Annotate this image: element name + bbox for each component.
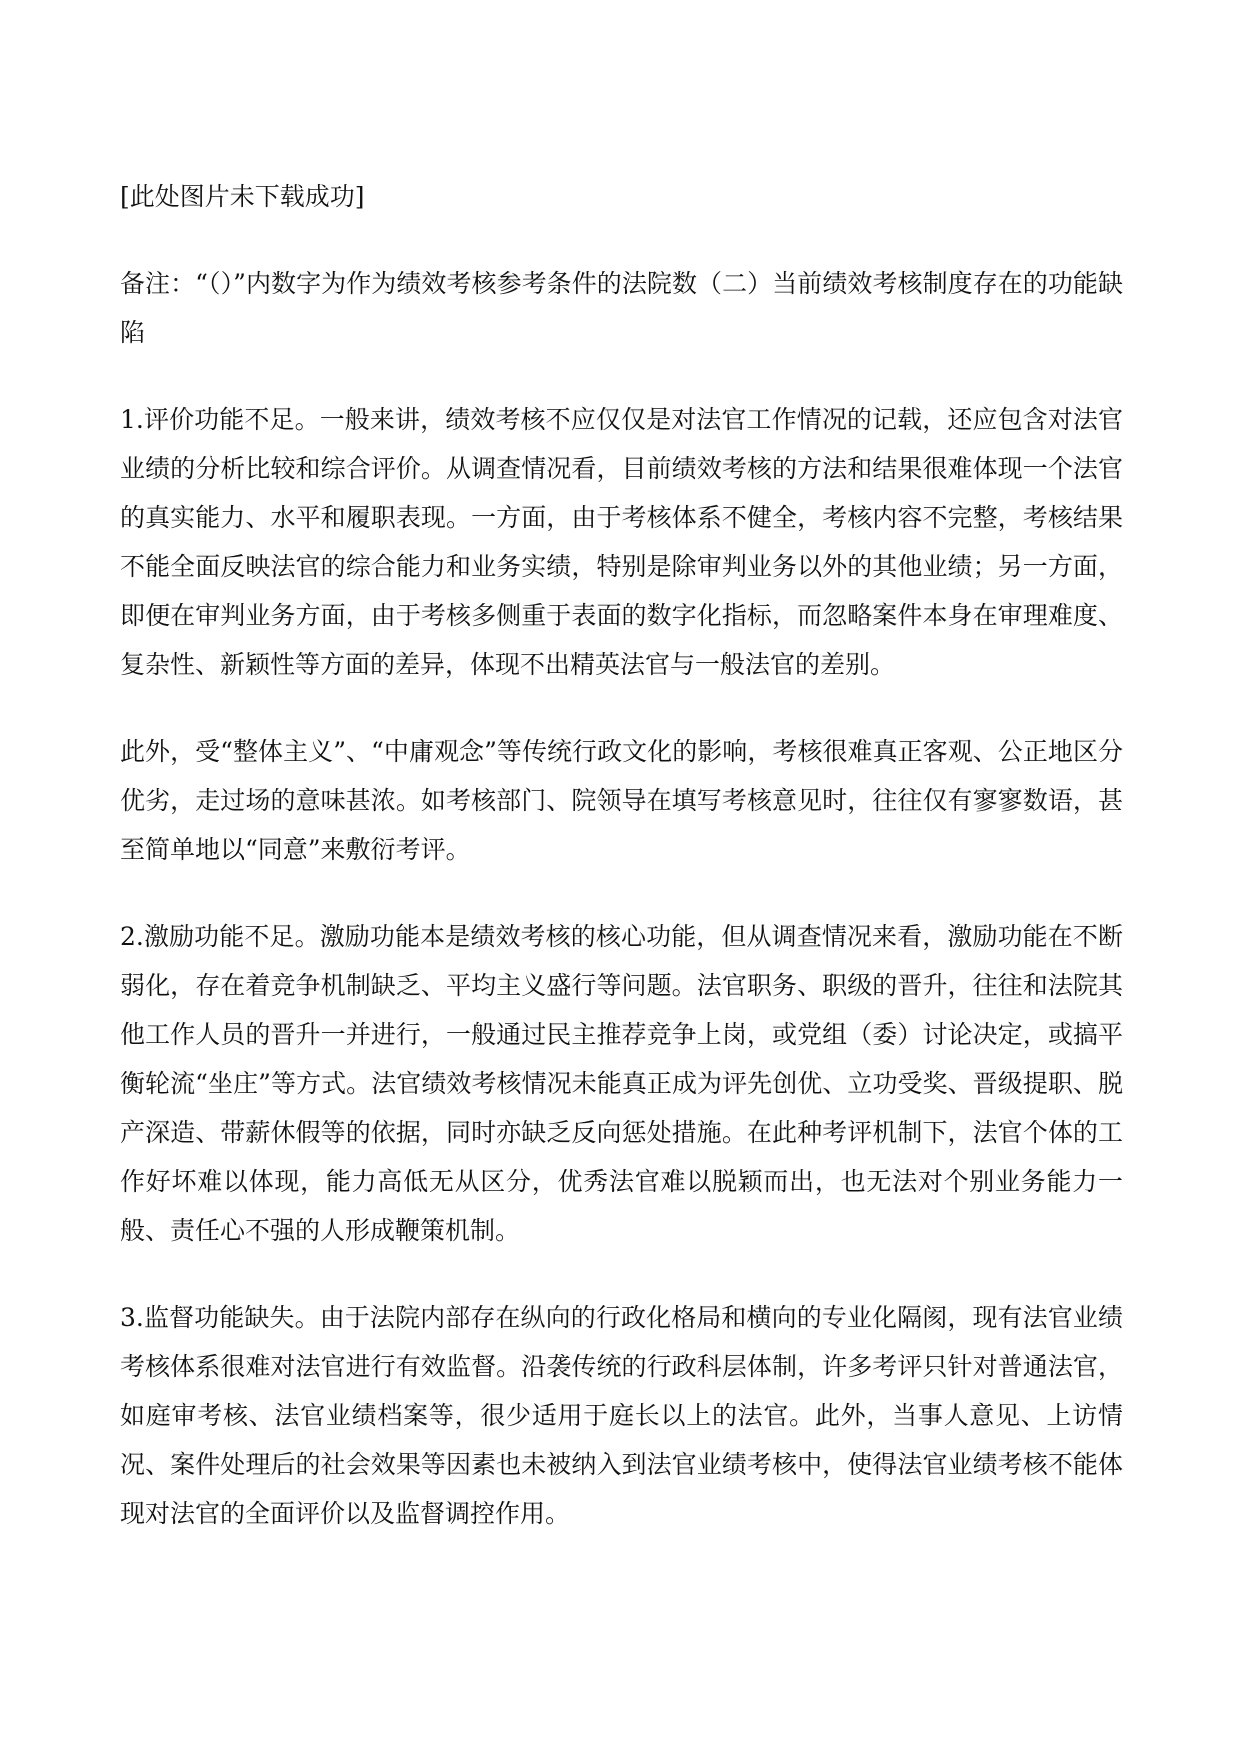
paragraph-incentive: 2.激励功能不足。激励功能本是绩效考核的核心功能，但从调查情况来看，激励功能在不断弱化，存在着竞争机制缺乏、平均主义盛行等问题。法官职务、职级的晋升，往往和法院其他工作人员的晋升一并进行，一般通过民主推荐竞争上岗，或党组（委）讨论决定，或搞平衡轮流“坐庄”等方式。法官绩效考核情况未能真正成为评先创优、立功受奖、晋级提职、脱产深造、带薪休假等的依据，同时亦缺乏反向惩处措施。在此种考评机制下，法官个体的工作好坏难以体现，能力高低无从区分，优秀法官难以脱颖而出，也无法对个别业务能力一般、责任心不强的人形成鞭策机制。 [120, 922, 1123, 1245]
image-placeholder-text: [此处图片未下载成功] [120, 182, 365, 211]
paragraph-supervision: 3.监督功能缺失。由于法院内部存在纵向的行政化格局和横向的专业化隔阂，现有法官业绩考核体系很难对法官进行有效监督。沿袭传统的行政科层体制，许多考评只针对普通法官，如庭审考核、法官业绩档案等，很少适用于庭长以上的法官。此外，当事人意见、上访情况、案件处理后的社会效果等因素也未被纳入到法官业绩考核中，使得法官业绩考核不能体现对法官的全面评价以及监督调控作用。 [120, 1303, 1123, 1528]
paragraph-evaluation: 1.评价功能不足。一般来讲，绩效考核不应仅仅是对法官工作情况的记载，还应包含对法官业绩的分析比较和综合评价。从调查情况看，目前绩效考核的方法和结果很难体现一个法官的真实能力、水平和履职表现。一方面，由于考核体系不健全，考核内容不完整，考核结果不能全面反映法官的综合能力和业务实绩，特别是除审判业务以外的其他业绩；另一方面，即便在审判业务方面，由于考核多侧重于表面的数字化指标，而忽略案件本身在审理难度、复杂性、新颖性等方面的差异，体现不出精英法官与一般法官的差别。 [120, 405, 1123, 679]
paragraph-culture: 此外，受“整体主义”、“中庸观念”等传统行政文化的影响，考核很难真正客观、公正地区分优劣，走过场的意味甚浓。如考核部门、院领导在填写考核意见时，往往仅有寥寥数语，甚至简单地以“同意”来敷衍考评。 [120, 737, 1123, 864]
note-paragraph: 备注：“（）”内数字为作为绩效考核参考条件的法院数（二）当前绩效考核制度存在的功能缺陷 [120, 269, 1123, 347]
